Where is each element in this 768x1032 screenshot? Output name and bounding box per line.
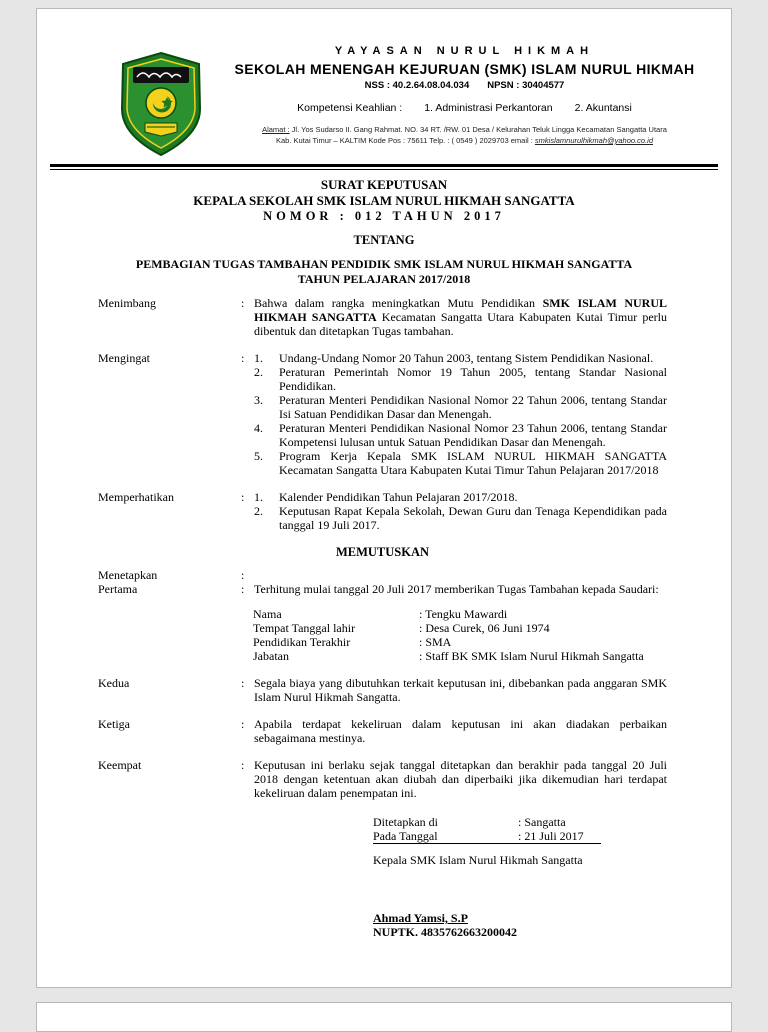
npsn-number: NPSN : 30404577 bbox=[487, 80, 565, 91]
menimbang-text-pre: Bahwa dalam rangka meningkatkan Mutu Pendidikan bbox=[254, 296, 543, 310]
list-item-number: 1. bbox=[254, 490, 263, 504]
section-colon: : bbox=[241, 676, 245, 690]
nss-npsn-line bbox=[212, 80, 717, 91]
section-mengingat bbox=[98, 351, 667, 477]
menimbang-text-post: Kecamatan Sangatta Utara Kabupaten Kutai Timur perlu dibentuk dan ditetapkan Tugas tambahan. bbox=[254, 310, 667, 338]
identity-value: : Tengku Mawardi bbox=[419, 607, 508, 621]
tanggal-row bbox=[373, 829, 601, 844]
section-memperhatikan bbox=[98, 490, 667, 532]
keempat-text: Keputusan ini berlaku sejak tanggal ditetapkan dan berakhir pada tanggal 20 Juli 2018 dengan ketentuan akan diubah dan diperbaiki jika dikemudian hari terdapat kekeliruan dalam penempatan ini. bbox=[254, 758, 667, 800]
document-page bbox=[36, 8, 732, 988]
menimbang-text-bold: SMK ISLAM NURUL HIKMAH SANGATTA bbox=[254, 296, 667, 324]
list-item bbox=[254, 393, 667, 421]
list-item-number: 2. bbox=[254, 365, 263, 379]
section-colon: : bbox=[241, 717, 245, 731]
section-label: Memperhatikan bbox=[98, 490, 174, 504]
document-body bbox=[98, 296, 667, 939]
next-page-sliver bbox=[36, 1002, 732, 1032]
signatory-nuptk: NUPTK. 4835762663200042 bbox=[373, 925, 517, 939]
section-kedua bbox=[98, 676, 667, 704]
identity-value: : Staff BK SMK Islam Nurul Hikmah Sangatta bbox=[419, 649, 644, 663]
ketiga-text: Apabila terdapat kekeliruan dalam keputusan ini akan diadakan perbaikan sebagaimana mestinya. bbox=[254, 717, 667, 745]
list-item-number: 1. bbox=[254, 351, 263, 365]
section-colon: : bbox=[241, 582, 245, 596]
title-block bbox=[37, 177, 731, 287]
identity-row bbox=[253, 607, 663, 621]
list-item-text: Program Kerja Kepala SMK ISLAM NURUL HIKMAH SANGATTA Kecamatan Sangatta Utara Kabupaten Kutai Timur Tahun Pelajaran 2017/2018 bbox=[279, 449, 667, 477]
section-colon: : bbox=[241, 568, 245, 582]
list-item-number: 2. bbox=[254, 504, 263, 518]
school-logo-icon bbox=[119, 51, 203, 157]
list-item-text: Kalender Pendidikan Tahun Pelajaran 2017/2018. bbox=[279, 490, 518, 504]
list-item bbox=[254, 421, 667, 449]
doc-subject-line-2: TAHUN PELAJARAN 2017/2018 bbox=[297, 272, 471, 286]
letterhead-divider bbox=[50, 164, 718, 170]
tentang-label: TENTANG bbox=[353, 233, 415, 247]
identity-block bbox=[253, 607, 663, 663]
identity-label: Pendidikan Terakhir bbox=[253, 635, 351, 649]
identity-row bbox=[253, 621, 663, 635]
list-item bbox=[254, 351, 667, 365]
school-name: SEKOLAH MENENGAH KEJURUAN (SMK) ISLAM NURUL HIKMAH bbox=[234, 61, 695, 77]
kompetensi-label: Kompetensi Keahlian : bbox=[297, 102, 403, 114]
list-item bbox=[254, 365, 667, 393]
identity-row bbox=[253, 649, 663, 663]
section-menetapkan bbox=[98, 568, 667, 582]
list-item-number: 5. bbox=[254, 449, 263, 463]
list-item bbox=[254, 490, 667, 504]
section-colon: : bbox=[241, 296, 245, 310]
section-label: Kedua bbox=[98, 676, 130, 690]
ditetapkan-label: Ditetapkan di bbox=[373, 815, 438, 829]
section-ketiga bbox=[98, 717, 667, 745]
pertama-text: Terhitung mulai tanggal 20 Juli 2017 memberikan Tugas Tambahan kepada Saudari: bbox=[254, 582, 659, 596]
ditetapkan-value: : Sangatta bbox=[518, 815, 566, 829]
section-label: Pertama bbox=[98, 582, 138, 596]
identity-label: Jabatan bbox=[253, 649, 289, 663]
menimbang-text bbox=[254, 296, 667, 338]
kompetensi-line bbox=[212, 102, 717, 114]
letterhead bbox=[37, 9, 731, 161]
kedua-text: Segala biaya yang dibutuhkan terkait keputusan ini, dibebankan pada anggaran SMK Islam Nurul Hikmah Sangatta. bbox=[254, 676, 667, 704]
section-label: Menetapkan bbox=[98, 568, 158, 582]
address-line-2 bbox=[212, 136, 717, 145]
doc-title: SURAT KEPUTUSAN bbox=[320, 177, 448, 192]
address-text: Kab. Kutai Timur – KALTIM Kode Pos : 75611 Telp. : ( 0549 ) 2029703 email : bbox=[276, 136, 535, 145]
list-item-number: 4. bbox=[254, 421, 263, 435]
section-keempat bbox=[98, 758, 667, 800]
foundation-name: YAYASAN NURUL HIKMAH bbox=[334, 45, 595, 57]
identity-label: Tempat Tanggal lahir bbox=[253, 621, 356, 635]
address-line-1 bbox=[212, 125, 717, 134]
doc-subject-line-1: PEMBAGIAN TUGAS TAMBAHAN PENDIDIK SMK ISLAM NURUL HIKMAH SANGATTA bbox=[135, 257, 633, 271]
section-pertama bbox=[98, 582, 667, 596]
identity-label: Nama bbox=[253, 607, 282, 621]
alamat-label: Alamat : bbox=[262, 125, 290, 134]
tanggal-value: : 21 Juli 2017 bbox=[518, 829, 584, 843]
ditetapkan-row bbox=[373, 815, 601, 829]
list-item-text: Peraturan Pemerintah Nomor 19 Tahun 2005, tentang Standar Nasional Pendidikan. bbox=[279, 365, 667, 393]
email-text: smkislamnurulhikmah@yahoo.co.id bbox=[534, 136, 653, 145]
list-item bbox=[254, 449, 667, 477]
list-item-text: Keputusan Rapat Kepala Sekolah, Dewan Guru dan Tenaga Kependidikan pada tanggal 19 Juli 2017. bbox=[279, 504, 667, 532]
kompetensi-item-1: 1. Administrasi Perkantoran bbox=[424, 102, 553, 114]
closing-block bbox=[373, 815, 673, 939]
section-colon: : bbox=[241, 758, 245, 772]
identity-row bbox=[253, 635, 663, 649]
list-item-number: 3. bbox=[254, 393, 263, 407]
letterhead-text bbox=[212, 9, 717, 145]
memutuskan-heading: MEMUTUSKAN bbox=[335, 545, 430, 559]
doc-title-issuer: KEPALA SEKOLAH SMK ISLAM NURUL HIKMAH SANGATTA bbox=[193, 193, 575, 208]
section-label: Mengingat bbox=[98, 351, 150, 365]
kompetensi-item-2: 2. Akuntansi bbox=[574, 102, 632, 114]
nss-number: NSS : 40.2.64.08.04.034 bbox=[364, 80, 470, 91]
section-colon: : bbox=[241, 490, 245, 504]
signatory-name: Ahmad Yamsi, S.P bbox=[373, 911, 468, 925]
section-label: Menimbang bbox=[98, 296, 156, 310]
alamat-text: Jl. Yos Sudarso II. Gang Rahmat. NO. 34 RT. /RW. 01 Desa / Kelurahan Teluk Lingga Kecamatan Sangatta Utara bbox=[289, 125, 667, 134]
list-item-text: Peraturan Menteri Pendidikan Nasional Nomor 22 Tahun 2006, tentang Standar Isi Satuan Pendidikan Dasar dan Menengah. bbox=[279, 393, 667, 421]
list-item-text: Peraturan Menteri Pendidikan Nasional Nomor 23 Tahun 2006, tentang Standar Kompetensi lulusan untuk Satuan Pendidikan Dasar dan Menengah. bbox=[279, 421, 667, 449]
tanggal-label: Pada Tanggal bbox=[373, 829, 438, 843]
identity-value: : SMA bbox=[419, 635, 452, 649]
section-colon: : bbox=[241, 351, 245, 365]
list-item-text: Undang-Undang Nomor 20 Tahun 2003, tentang Sistem Pendidikan Nasional. bbox=[279, 351, 654, 365]
list-item bbox=[254, 504, 667, 532]
section-label: Ketiga bbox=[98, 717, 130, 731]
doc-number: NOMOR : 012 TAHUN 2017 bbox=[263, 209, 505, 223]
section-menimbang bbox=[98, 296, 667, 338]
signatory-position: Kepala SMK Islam Nurul Hikmah Sangatta bbox=[373, 853, 583, 867]
identity-value: : Desa Curek, 06 Juni 1974 bbox=[419, 621, 550, 635]
section-label: Keempat bbox=[98, 758, 142, 772]
